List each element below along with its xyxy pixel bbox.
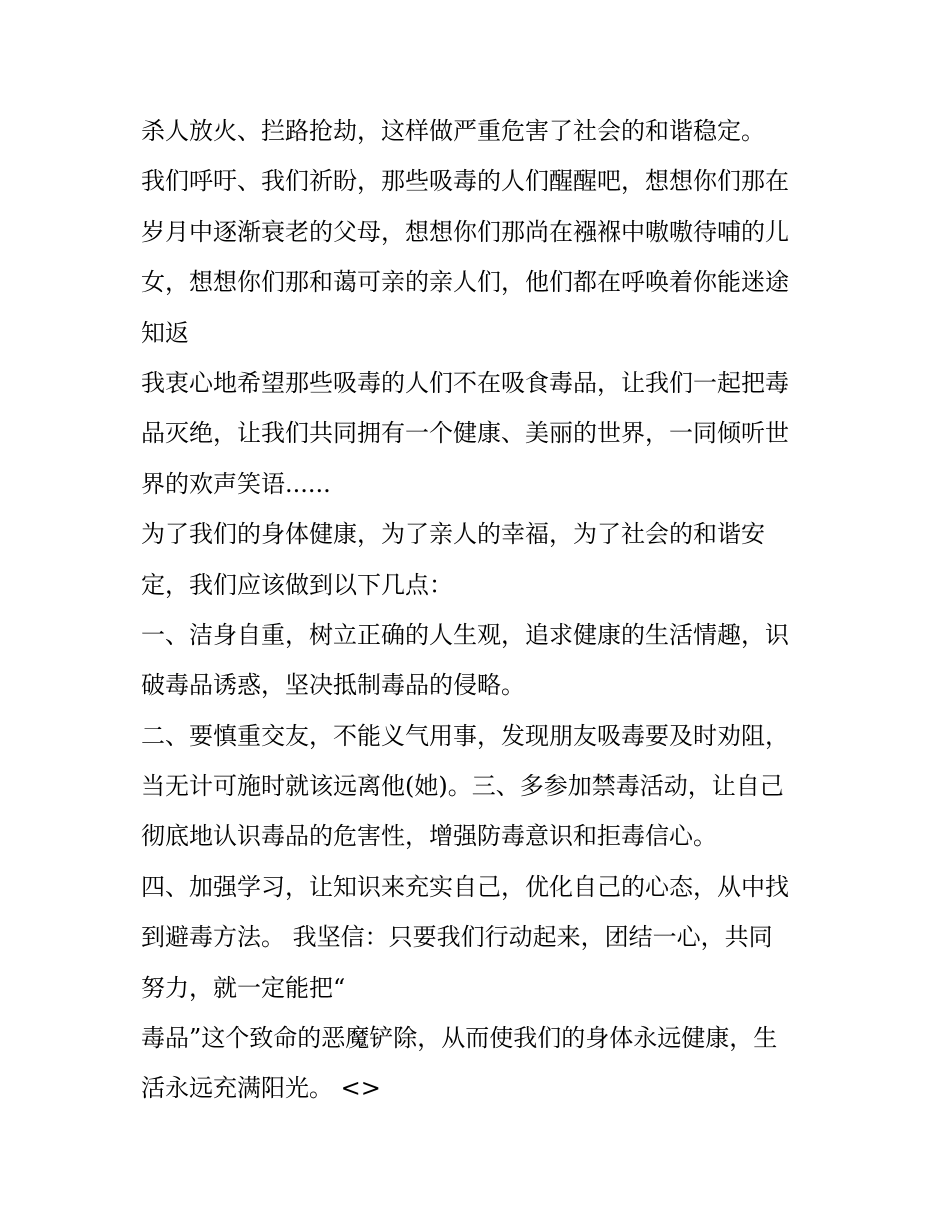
text-line: 定，我们应该做到以下几点： — [141, 570, 453, 599]
text-line: 到避毒方法。 我坚信：只要我们行动起来，团结一心，共同 — [141, 923, 773, 952]
text-line: 我们呼吁、我们祈盼，那些吸毒的人们醒醒吧，想想你们那在 — [141, 167, 789, 196]
text-line: 为了我们的身体健康，为了亲人的幸福，为了社会的和谐安 — [141, 520, 765, 549]
text-line: 品灭绝，让我们共同拥有一个健康、美丽的世界，一同倾听世 — [141, 419, 789, 448]
text-line: 四、加强学习，让知识来充实自己，优化自己的心态，从中找 — [141, 872, 789, 901]
text-line: 女，想想你们那和蔼可亲的亲人们，他们都在呼唤着你能迷途 — [141, 268, 789, 297]
text-line: 界的欢声笑语...... — [141, 469, 331, 498]
text-line: 努力，就一定能把“ — [141, 973, 346, 1002]
text-line: 一、洁身自重，树立正确的人生观，追求健康的生活情趣，识 — [141, 620, 789, 649]
text-line: 彻底地认识毒品的危害性，增强防毒意识和拒毒信心。 — [141, 822, 717, 851]
text-line: 杀人放火、拦路抢劫，这样做严重危害了社会的和谐稳定。 — [141, 117, 765, 145]
text-line: 知返 — [141, 318, 189, 347]
text-line: 我衷心地希望那些吸毒的人们不在吸食毒品，让我们一起把毒 — [141, 368, 789, 397]
document-body — [141, 106, 821, 1114]
text-line: 当无计可施时就该远离他(她)。三、多参加禁毒活动，让自己 — [141, 772, 784, 801]
text-line: 破毒品诱惑，坚决抵制毒品的侵略。 — [141, 671, 525, 700]
text-line: 岁月中逐渐衰老的父母，想想你们那尚在襁褓中嗷嗷待哺的儿 — [141, 217, 789, 246]
text-line: 二、要慎重交友，不能义气用事，发现朋友吸毒要及时劝阻， — [141, 721, 789, 750]
text-line: 毒品”这个致命的恶魔铲除，从而使我们的身体永远健康，生 — [141, 1024, 778, 1053]
text-line: 活永远充满阳光。 <> — [141, 1074, 381, 1103]
